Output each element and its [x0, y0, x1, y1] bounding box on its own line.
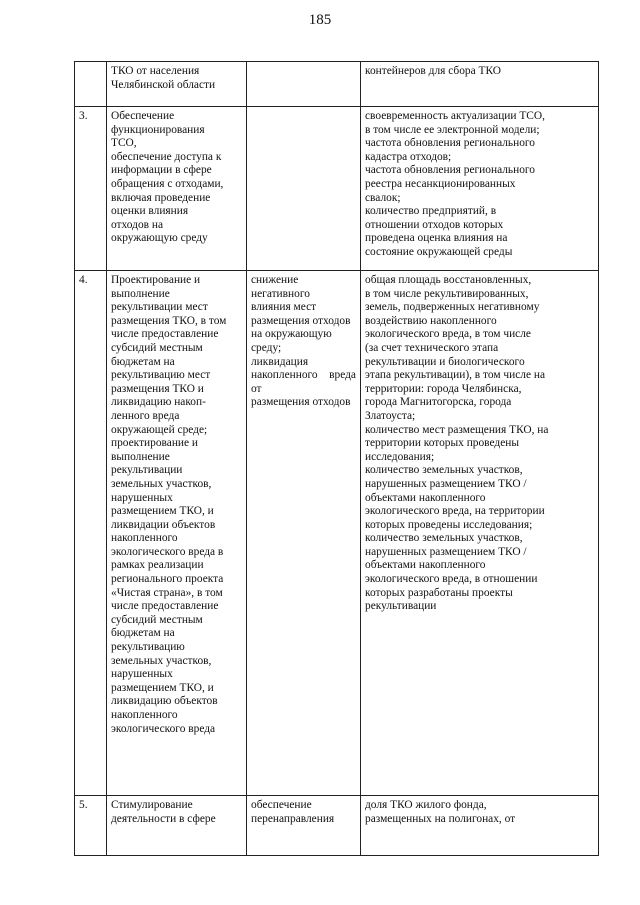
- cell-line: реестра несанкционированных: [365, 177, 516, 190]
- cell-line: на окружающую: [251, 328, 332, 341]
- cell-line: Обеспечение: [111, 110, 175, 122]
- cell-line: кадастра отходов;: [365, 150, 452, 163]
- cell-line: рекультивацию: [111, 641, 185, 654]
- page-number: 185: [308, 12, 332, 28]
- cell-line: накопленного: [111, 532, 178, 545]
- table-row: [75, 107, 599, 271]
- activity-cell: [107, 62, 247, 107]
- cell-line: в том числе рекультивированных,: [365, 287, 529, 300]
- cell-line: территории которых проведены: [365, 437, 519, 450]
- activity-cell: [107, 271, 247, 796]
- goal-cell: [247, 796, 361, 856]
- cell-line: количество мест размещения ТКО, на: [365, 423, 549, 436]
- cell-line: Златоуста;: [365, 409, 416, 422]
- cell-line: размещения ТКО, в том: [111, 314, 227, 327]
- cell-line: экологического вреда в: [111, 545, 224, 558]
- cell-line: оценки влияния: [111, 205, 189, 218]
- cell-line: рекультивацию мест: [111, 369, 211, 382]
- cell-line: объектами накопленного: [365, 491, 486, 504]
- cell-line: накопленного: [111, 709, 178, 721]
- cell-line: объектами накопленного: [365, 559, 486, 572]
- cell-line: экологического вреда, в отношении: [365, 573, 538, 586]
- cell-line: обращения с отходами,: [111, 177, 224, 190]
- cell-line: количество земельных участков,: [365, 532, 523, 545]
- cell-line: нарушенных: [111, 491, 173, 504]
- cell-line: экологического вреда, на территории: [365, 505, 545, 518]
- cell-line: частота обновления регионального: [365, 137, 535, 150]
- cell-line: размещения ТКО и: [111, 382, 204, 395]
- row-number-cell: 5.: [75, 796, 107, 856]
- cell-line: ликвидацию объектов: [111, 695, 218, 708]
- cell-line: воздействию накопленного: [365, 314, 497, 327]
- cell-line: города Магнитогорска, города: [365, 396, 512, 409]
- row-number-cell: 4.: [75, 271, 107, 796]
- cell-line: этапа рекультивации), в том числе на: [365, 369, 546, 382]
- cell-line: субсидий местным: [111, 341, 203, 354]
- row-number-cell: 3.: [75, 107, 107, 271]
- cell-line: земельных участков,: [111, 654, 212, 667]
- cell-line: рекультивации мест: [111, 301, 208, 314]
- cell-line: перенаправления: [251, 812, 335, 825]
- cell-line: отходов на: [111, 218, 164, 231]
- cell-line: ликвидацию накоп-: [111, 396, 206, 409]
- cell-line: которых разработаны проекты: [365, 586, 513, 599]
- cell-line: земель, подверженных негативному: [365, 301, 540, 314]
- cell-line: нарушенных размещением ТКО /: [365, 477, 527, 490]
- cell-line: рамках реализации: [111, 559, 204, 572]
- table-row: [75, 796, 599, 856]
- cell-line: информации в сфере: [111, 164, 212, 177]
- cell-line: нарушенных размещением ТКО /: [365, 545, 527, 558]
- cell-line: бюджетам на: [111, 627, 175, 640]
- indicator-cell: [361, 62, 599, 107]
- cell-line: доля ТКО жилого фонда,: [365, 799, 487, 811]
- cell-line: нарушенных: [111, 668, 173, 681]
- cell-line: ликвидации объектов: [111, 518, 216, 531]
- indicator-cell: [361, 107, 599, 271]
- cell-line: своевременность актуализации ТСО,: [365, 110, 545, 122]
- cell-line: проведена оценка влияния на: [365, 232, 508, 245]
- cell-line: окружающей среде;: [111, 423, 208, 436]
- cell-line: в том числе ее электронной модели;: [365, 123, 540, 136]
- cell-line: количество предприятий, в: [365, 205, 497, 218]
- cell-line: ТСО,: [111, 137, 137, 150]
- cell-line: влияния мест: [251, 301, 317, 314]
- cell-line: частота обновления регионального: [365, 164, 535, 177]
- cell-line: общая площадь восстановленных,: [365, 274, 532, 286]
- cell-line: размещением ТКО, и: [111, 681, 214, 694]
- cell-line: рекультивации и биологического: [365, 355, 525, 368]
- cell-line: выполнение: [111, 287, 170, 300]
- cell-line: Челябинской области: [111, 78, 216, 91]
- cell-line: обеспечение: [251, 799, 312, 811]
- table-row: [75, 62, 599, 107]
- cell-line: ленного вреда: [111, 409, 180, 422]
- cell-line: проектирование и: [111, 437, 199, 450]
- activity-cell: [107, 796, 247, 856]
- cell-line: функционирования: [111, 123, 205, 136]
- cell-line: Проектирование и: [111, 274, 201, 286]
- cell-line: среду;: [251, 341, 282, 354]
- cell-line: отношении отходов которых: [365, 218, 504, 231]
- cell-line: числе предоставление: [111, 600, 219, 613]
- table-row: [75, 271, 599, 796]
- cell-line: экологического вреда, в том числе: [365, 328, 531, 341]
- cell-line: (за счет технического этапа: [365, 341, 499, 354]
- cell-line: территории: города Челябинска,: [365, 382, 522, 395]
- cell-line: накопленного вреда от: [251, 369, 356, 395]
- document-table: [74, 61, 599, 856]
- cell-line: деятельности в сфере: [111, 812, 216, 825]
- cell-line: снижение негативного: [251, 274, 310, 300]
- cell-line: рекультивации: [365, 600, 437, 613]
- indicator-cell: [361, 796, 599, 856]
- goal-cell: [247, 271, 361, 796]
- cell-line: выполнение: [111, 450, 170, 463]
- cell-line: «Чистая страна», в том: [111, 586, 223, 599]
- row-number-cell: [75, 62, 107, 107]
- cell-line: размещения отходов: [251, 396, 351, 409]
- cell-line: размещения отходов: [251, 314, 351, 327]
- cell-line: свалок;: [365, 191, 401, 204]
- goal-cell: [247, 107, 361, 271]
- cell-line: Стимулирование: [111, 799, 193, 811]
- cell-line: обеспечение доступа к: [111, 150, 222, 163]
- cell-line: включая проведение: [111, 191, 211, 204]
- cell-line: бюджетам на: [111, 355, 175, 368]
- cell-line: ТКО от населения: [111, 65, 200, 77]
- cell-line: которых проведены исследования;: [365, 518, 533, 531]
- cell-line: экологического вреда: [111, 722, 216, 735]
- cell-line: размещением ТКО, и: [111, 505, 214, 518]
- cell-line: регионального проекта: [111, 573, 224, 586]
- cell-line: числе предоставление: [111, 328, 219, 341]
- activity-cell: [107, 107, 247, 271]
- cell-line: размещенных на полигонах, от: [365, 812, 516, 825]
- cell-line: субсидий местным: [111, 613, 203, 626]
- cell-line: окружающую среду: [111, 232, 208, 245]
- goal-cell: [247, 62, 361, 107]
- cell-line: земельных участков,: [111, 477, 212, 490]
- indicator-cell: [361, 271, 599, 796]
- cell-line: количество земельных участков,: [365, 464, 523, 477]
- cell-line: ликвидация: [251, 355, 309, 368]
- cell-line: исследования;: [365, 450, 435, 463]
- cell-line: состояние окружающей среды: [365, 245, 513, 258]
- cell-line: контейнеров для сбора ТКО: [365, 65, 501, 77]
- cell-line: рекультивации: [111, 464, 183, 477]
